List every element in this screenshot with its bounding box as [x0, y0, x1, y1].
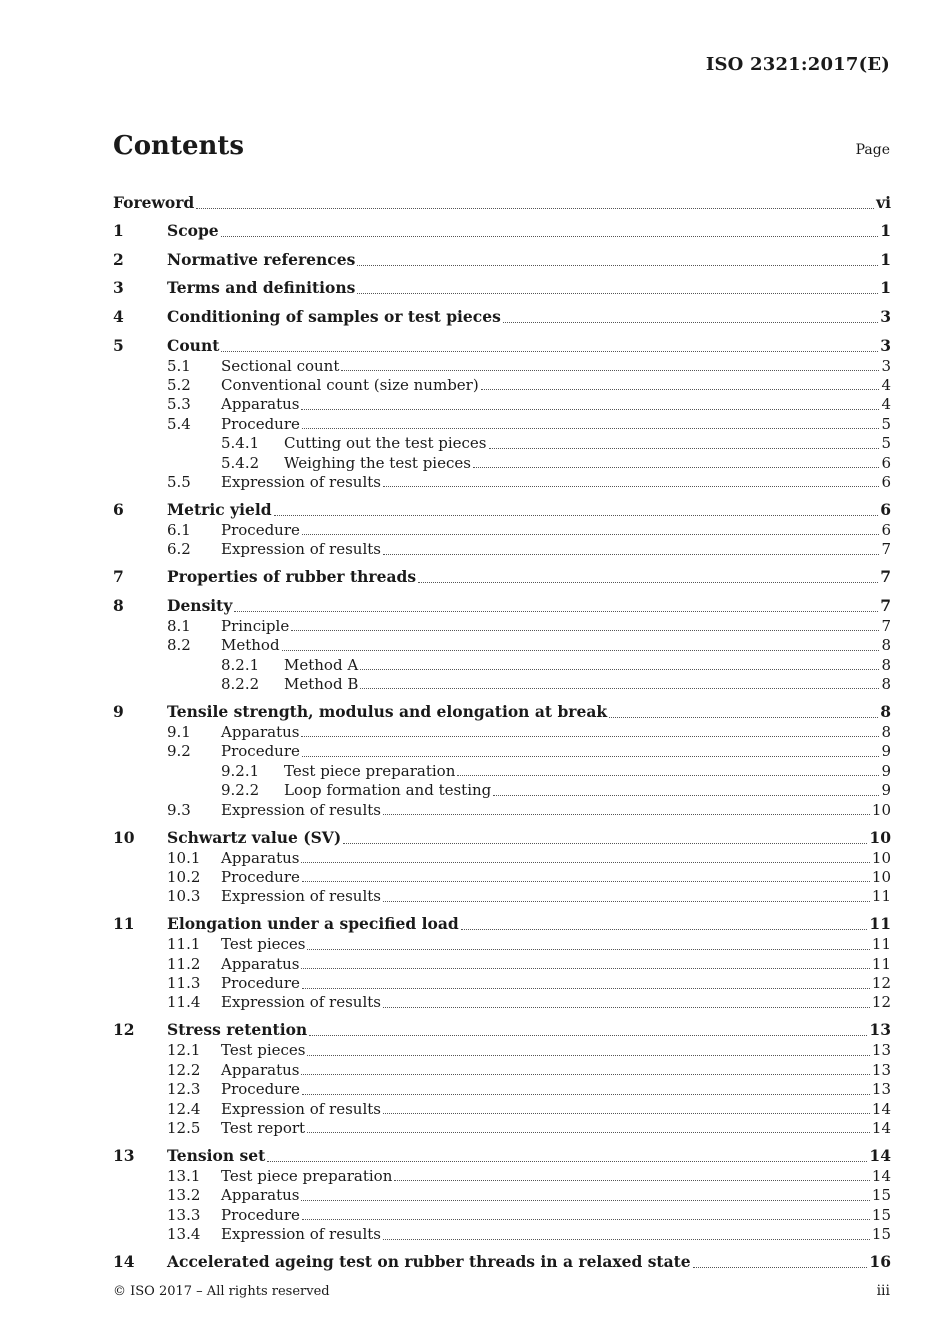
toc-entry-page: 1 — [880, 249, 891, 269]
toc-entry-number: 14 — [113, 1252, 135, 1272]
dot-leader — [302, 533, 880, 535]
toc-entry-label: Procedure — [221, 1080, 300, 1099]
toc-entry-label: Expression of results — [221, 1099, 381, 1118]
toc-entry-subsubclause[interactable] — [113, 454, 891, 473]
toc-entry-label: Procedure — [221, 867, 300, 886]
toc-entry-number: 9.1 — [167, 723, 191, 741]
toc-entry-page: vi — [876, 192, 891, 212]
toc-entry-number: 13.3 — [167, 1205, 201, 1224]
toc-section-group — [113, 328, 891, 492]
toc-entry-clause[interactable] — [113, 820, 891, 849]
toc-entry-page: 10 — [871, 867, 891, 886]
dot-leader — [383, 813, 870, 815]
dot-leader — [301, 408, 879, 410]
dot-leader — [302, 880, 870, 882]
toc-section-group — [113, 1013, 891, 1139]
dot-leader — [461, 928, 868, 930]
toc-entry-subclause[interactable] — [113, 801, 891, 820]
toc-entry-label: Test report — [221, 1119, 306, 1138]
toc-entry-label: Test piece preparation — [284, 761, 456, 780]
toc-entry-clause[interactable] — [113, 560, 891, 589]
toc-entry-label: Apparatus — [221, 395, 300, 414]
dot-leader — [291, 629, 879, 631]
toc-entry-label: Foreword — [113, 192, 195, 212]
toc-entry-label: Expression of results — [221, 800, 381, 819]
toc-entry-page: 14 — [871, 1099, 891, 1118]
toc-entry-subclause[interactable] — [113, 994, 891, 1013]
dot-leader — [503, 321, 878, 323]
dot-leader — [302, 987, 870, 989]
toc-entry-label: Procedure — [221, 1205, 300, 1224]
dot-leader — [282, 649, 880, 651]
dot-leader — [302, 1218, 870, 1220]
toc-section-group — [113, 271, 891, 300]
toc-entry-label: Conventional count (size number) — [221, 375, 479, 394]
dot-leader — [301, 1073, 869, 1075]
toc-entry-page: 7 — [880, 567, 891, 587]
toc-entry-subclause[interactable] — [113, 723, 891, 742]
dot-leader — [357, 292, 878, 294]
toc-entry-subclause[interactable] — [113, 1061, 891, 1080]
toc-entry-number: 7 — [113, 567, 124, 587]
toc-entry-subclause[interactable] — [113, 376, 891, 395]
toc-section-group — [113, 907, 891, 1013]
toc-entry-number: 10.2 — [167, 867, 201, 886]
toc-entry-number: 12.3 — [167, 1080, 201, 1099]
dot-leader — [481, 388, 880, 390]
toc-entry-subsubclause[interactable] — [113, 762, 891, 781]
toc-entry-page: 14 — [871, 1119, 891, 1138]
toc-entry-clause[interactable] — [113, 694, 891, 723]
toc-entry-label: Sectional count — [221, 356, 340, 375]
toc-entry-number: 12.4 — [167, 1099, 201, 1118]
toc-entry-subsubclause[interactable] — [113, 781, 891, 800]
toc-entry-label: Scope — [167, 221, 219, 241]
toc-entry-clause[interactable] — [113, 242, 891, 271]
toc-entry-page: 13 — [869, 1020, 891, 1040]
toc-entry-number: 8 — [113, 595, 124, 615]
dot-leader — [274, 514, 879, 516]
toc-entry-subclause[interactable] — [113, 935, 891, 954]
toc-section-group — [113, 1138, 891, 1244]
toc-entry-number: 9 — [113, 702, 124, 722]
toc-entry-number: 8.1 — [167, 616, 191, 635]
toc-entry-subclause[interactable] — [113, 1167, 891, 1186]
toc-entry-page: 11 — [869, 914, 891, 934]
toc-section-group — [113, 560, 891, 589]
toc-entry-number: 4 — [113, 306, 124, 326]
toc-entry-label: Method — [221, 636, 280, 655]
toc-entry-number: 13.4 — [167, 1225, 201, 1244]
dot-leader — [341, 369, 879, 371]
toc-entry-label: Accelerated ageing test on rubber threads in a relaxed state — [167, 1252, 691, 1272]
toc-section-group — [113, 1245, 891, 1274]
toc-entry-subsubclause[interactable] — [113, 434, 891, 453]
toc-entry-number: 11.2 — [167, 954, 201, 973]
document-id: ISO 2321:2017(E) — [705, 54, 890, 75]
toc-entry-label: Expression of results — [221, 540, 381, 559]
toc-section-group — [113, 214, 891, 243]
toc-entry-page: 16 — [869, 1252, 891, 1272]
toc-entry-number: 11.3 — [167, 974, 201, 993]
toc-entry-number: 11 — [113, 914, 135, 934]
toc-entry-number: 12.1 — [167, 1041, 201, 1060]
toc-entry-number: 6.1 — [167, 520, 191, 539]
dot-leader — [221, 235, 879, 237]
toc-entry-label: Apparatus — [221, 1060, 300, 1079]
toc-entry-page: 15 — [871, 1205, 891, 1224]
toc-entry-page: 8 — [881, 655, 891, 674]
dot-leader — [383, 553, 879, 555]
toc-entry-page: 12 — [871, 974, 891, 993]
toc-entry-number: 12 — [113, 1020, 135, 1040]
page-title: Contents — [113, 131, 245, 161]
toc-sections — [113, 214, 891, 1274]
dot-leader — [307, 1131, 870, 1133]
toc-entry-subclause[interactable] — [113, 1225, 891, 1244]
toc-entry-page: 15 — [871, 1186, 891, 1205]
toc-entry-label: Procedure — [221, 520, 300, 539]
toc-entry-number: 5.4 — [167, 414, 191, 433]
toc-entry-number: 10.3 — [167, 887, 201, 906]
toc-entry-number: 13.1 — [167, 1167, 201, 1186]
toc-entry-page: 14 — [871, 1167, 891, 1186]
dot-leader — [609, 716, 878, 718]
toc-entry-number: 1 — [113, 221, 124, 241]
toc-entry-label: Apparatus — [221, 848, 300, 867]
toc-entry-page: 11 — [871, 954, 891, 973]
dot-leader — [302, 755, 880, 757]
toc-entry-label: Cutting out the test pieces — [284, 434, 487, 453]
toc-entry-number: 5.5 — [167, 472, 191, 491]
toc-entry-label: Apparatus — [221, 954, 300, 973]
dot-leader — [383, 900, 870, 902]
toc-entry-page: 5 — [881, 434, 891, 453]
toc-entry-label: Schwartz value (SV) — [167, 827, 342, 847]
toc-entry-number: 13 — [113, 1146, 135, 1166]
toc-entry-label: Properties of rubber threads — [167, 567, 417, 587]
dot-leader — [693, 1266, 868, 1268]
toc-entry-label: Normative references — [167, 249, 356, 269]
toc-entry-label: Expression of results — [221, 472, 381, 491]
toc-entry-page: 7 — [881, 616, 891, 635]
dot-leader — [301, 735, 879, 737]
dot-leader — [489, 447, 880, 449]
toc-section-group — [113, 820, 891, 907]
toc-entry-label: Weighing the test pieces — [284, 453, 471, 472]
toc-entry-subsubclause[interactable] — [113, 675, 891, 694]
toc-entry-number: 12.5 — [167, 1119, 201, 1138]
toc-entry-number: 3 — [113, 278, 124, 298]
toc-entry-page: 13 — [871, 1080, 891, 1099]
toc-entry-label: Expression of results — [221, 993, 381, 1012]
toc-entry-label: Test piece preparation — [221, 1167, 393, 1186]
toc-entry-number: 2 — [113, 249, 124, 269]
toc-entry-subclause[interactable] — [113, 974, 891, 993]
toc-entry-label: Method A — [284, 655, 359, 674]
dot-leader — [357, 264, 878, 266]
toc-entry-page: 6 — [881, 520, 891, 539]
toc-entry-subclause[interactable] — [113, 955, 891, 974]
toc-entry-number: 13.2 — [167, 1186, 201, 1205]
toc-entry-label: Method B — [284, 675, 359, 694]
toc-entry-page: 10 — [871, 848, 891, 867]
toc-entry-subclause[interactable] — [113, 415, 891, 434]
toc-entry-subclause[interactable] — [113, 1100, 891, 1119]
toc-entry-number: 10 — [113, 827, 135, 847]
toc-entry-number: 9.2.1 — [221, 761, 260, 780]
copyright-notice: © ISO 2017 – All rights reserved — [113, 1284, 330, 1299]
toc-entry-subclause[interactable] — [113, 1119, 891, 1138]
dot-leader — [343, 842, 867, 844]
toc-entry-page: 7 — [880, 595, 891, 615]
dot-leader — [221, 350, 878, 352]
toc-entry-label: Elongation under a specified load — [167, 914, 459, 934]
toc-entry-label: Apparatus — [221, 1186, 300, 1205]
toc-entry-page: 3 — [880, 306, 891, 326]
dot-leader — [302, 1093, 870, 1095]
toc-entry-number: 5.4.2 — [221, 453, 260, 472]
toc-entry-label: Test pieces — [221, 1041, 306, 1060]
toc-entry-page: 4 — [881, 375, 891, 394]
toc-entry-label: Procedure — [221, 414, 300, 433]
toc-entry-subclause[interactable] — [113, 395, 891, 414]
page-column-label: Page — [855, 142, 890, 158]
toc-entry-number: 8.2.1 — [221, 655, 260, 674]
toc-entry-clause[interactable] — [113, 1013, 891, 1042]
dot-leader — [394, 1179, 870, 1181]
toc-entry-number: 9.2 — [167, 742, 191, 761]
toc-entry-clause[interactable] — [113, 328, 891, 357]
dot-leader — [457, 774, 879, 776]
dot-leader — [360, 687, 879, 689]
table-of-contents — [113, 185, 891, 1273]
dot-leader — [196, 207, 874, 209]
toc-entry-number: 8.2 — [167, 636, 191, 655]
toc-entry-label: Tensile strength, modulus and elongation at break — [167, 702, 608, 722]
dot-leader — [267, 1160, 867, 1162]
dot-leader — [307, 1054, 869, 1056]
toc-entry-number: 5.1 — [167, 356, 191, 375]
toc-entry-number: 6.2 — [167, 540, 191, 559]
toc-section-group — [113, 492, 891, 559]
toc-entry-number: 5.4.1 — [221, 434, 260, 453]
dot-leader — [301, 861, 869, 863]
toc-entry-number: 10.1 — [167, 848, 201, 867]
toc-entry-number: 9.3 — [167, 800, 191, 819]
toc-entry-page: 9 — [881, 781, 891, 800]
toc-entry-page: 7 — [881, 540, 891, 559]
toc-section-group — [113, 694, 891, 820]
toc-entry-label: Apparatus — [221, 723, 300, 741]
dot-leader — [383, 1006, 870, 1008]
dot-leader — [360, 668, 879, 670]
toc-entry-number: 5.2 — [167, 375, 191, 394]
toc-entry-label: Expression of results — [221, 1225, 381, 1244]
toc-entry-page: 8 — [880, 702, 891, 722]
toc-entry-label: Tension set — [167, 1146, 266, 1166]
toc-entry-page: 14 — [869, 1146, 891, 1166]
toc-entry-number: 5 — [113, 335, 124, 355]
toc-entry-page: 1 — [880, 278, 891, 298]
toc-entry-label: Procedure — [221, 974, 300, 993]
dot-leader — [309, 1034, 867, 1036]
toc-section-group — [113, 588, 891, 694]
toc-entry-label: Terms and definitions — [167, 278, 356, 298]
toc-entry-number: 8.2.2 — [221, 675, 260, 694]
toc-entry-subclause[interactable] — [113, 521, 891, 540]
toc-entry-subclause[interactable] — [113, 849, 891, 868]
toc-entry-number: 9.2.2 — [221, 781, 260, 800]
toc-entry-subclause[interactable] — [113, 617, 891, 636]
toc-entry-page: 4 — [881, 395, 891, 414]
toc-entry-subclause[interactable] — [113, 636, 891, 655]
toc-entry-subclause[interactable] — [113, 1041, 891, 1060]
toc-entry-subclause[interactable] — [113, 1206, 891, 1225]
toc-entry-subclause[interactable] — [113, 473, 891, 492]
toc-entry-page: 9 — [881, 761, 891, 780]
toc-entry-label: Principle — [221, 616, 290, 635]
toc-entry-clause[interactable] — [113, 1245, 891, 1274]
toc-entry-page: 8 — [881, 723, 891, 741]
toc-entry-number: 11.1 — [167, 935, 201, 954]
dot-leader — [383, 485, 879, 487]
toc-entry-clause[interactable] — [113, 299, 891, 328]
toc-entry-page: 1 — [880, 221, 891, 241]
toc-entry-label: Metric yield — [167, 499, 272, 519]
toc-entry-page: 8 — [881, 636, 891, 655]
toc-entry-label: Density — [167, 595, 233, 615]
dot-leader — [383, 1238, 870, 1240]
dot-leader — [301, 1199, 869, 1201]
toc-entry-clause[interactable] — [113, 907, 891, 936]
toc-entry-clause[interactable] — [113, 588, 891, 617]
toc-entry-page: 10 — [869, 827, 891, 847]
toc-entry-page: 10 — [871, 800, 891, 819]
toc-entry-page: 15 — [871, 1225, 891, 1244]
toc-entry-label: Stress retention — [167, 1020, 308, 1040]
toc-entry-subclause[interactable] — [113, 540, 891, 559]
toc-entry-number: 12.2 — [167, 1060, 201, 1079]
toc-entry-page: 3 — [880, 335, 891, 355]
toc-entry-page: 12 — [871, 993, 891, 1012]
toc-entry-page: 6 — [881, 453, 891, 472]
toc-entry-subclause[interactable] — [113, 868, 891, 887]
toc-entry-subclause[interactable] — [113, 357, 891, 376]
dot-leader — [301, 967, 869, 969]
toc-entry-page: 6 — [880, 499, 891, 519]
toc-entry-page: 5 — [881, 414, 891, 433]
toc-entry-clause[interactable] — [113, 271, 891, 300]
toc-entry-subclause[interactable] — [113, 1186, 891, 1205]
toc-entry-page: 8 — [881, 675, 891, 694]
toc-section-group — [113, 242, 891, 271]
dot-leader — [473, 466, 880, 468]
dot-leader — [234, 610, 878, 612]
toc-entry-label: Conditioning of samples or test pieces — [167, 306, 501, 326]
toc-entry-page: 9 — [881, 742, 891, 761]
toc-entry-number: 5.3 — [167, 395, 191, 414]
toc-entry-number: 6 — [113, 499, 124, 519]
toc-section-group — [113, 299, 891, 328]
toc-entry-clause[interactable] — [113, 214, 891, 243]
toc-entry-subclause[interactable] — [113, 887, 891, 906]
toc-entry-subsubclause[interactable] — [113, 656, 891, 675]
toc-entry-clause[interactable] — [113, 1138, 891, 1167]
toc-entry-page: 11 — [871, 935, 891, 954]
toc-entry-page: 13 — [871, 1041, 891, 1060]
toc-entry-label: Count — [167, 335, 220, 355]
dot-leader — [307, 948, 869, 950]
toc-entry-page: 13 — [871, 1060, 891, 1079]
toc-entry-page: 3 — [881, 356, 891, 375]
dot-leader — [302, 427, 880, 429]
toc-entry-label: Loop formation and testing — [284, 781, 492, 800]
toc-entry-subclause[interactable] — [113, 1080, 891, 1099]
toc-entry-clause[interactable] — [113, 492, 891, 521]
toc-entry-label: Procedure — [221, 742, 300, 761]
dot-leader — [383, 1112, 870, 1114]
toc-entry-page: 6 — [881, 472, 891, 491]
toc-entry-subclause[interactable] — [113, 742, 891, 761]
page-number: iii — [876, 1283, 890, 1299]
toc-entry-number: 11.4 — [167, 993, 201, 1012]
toc-entry-page: 11 — [871, 887, 891, 906]
toc-entry-label: Expression of results — [221, 887, 381, 906]
dot-leader — [418, 581, 878, 583]
toc-entry-label: Test pieces — [221, 935, 306, 954]
dot-leader — [493, 794, 879, 796]
toc-entry-foreword[interactable] — [113, 185, 891, 214]
